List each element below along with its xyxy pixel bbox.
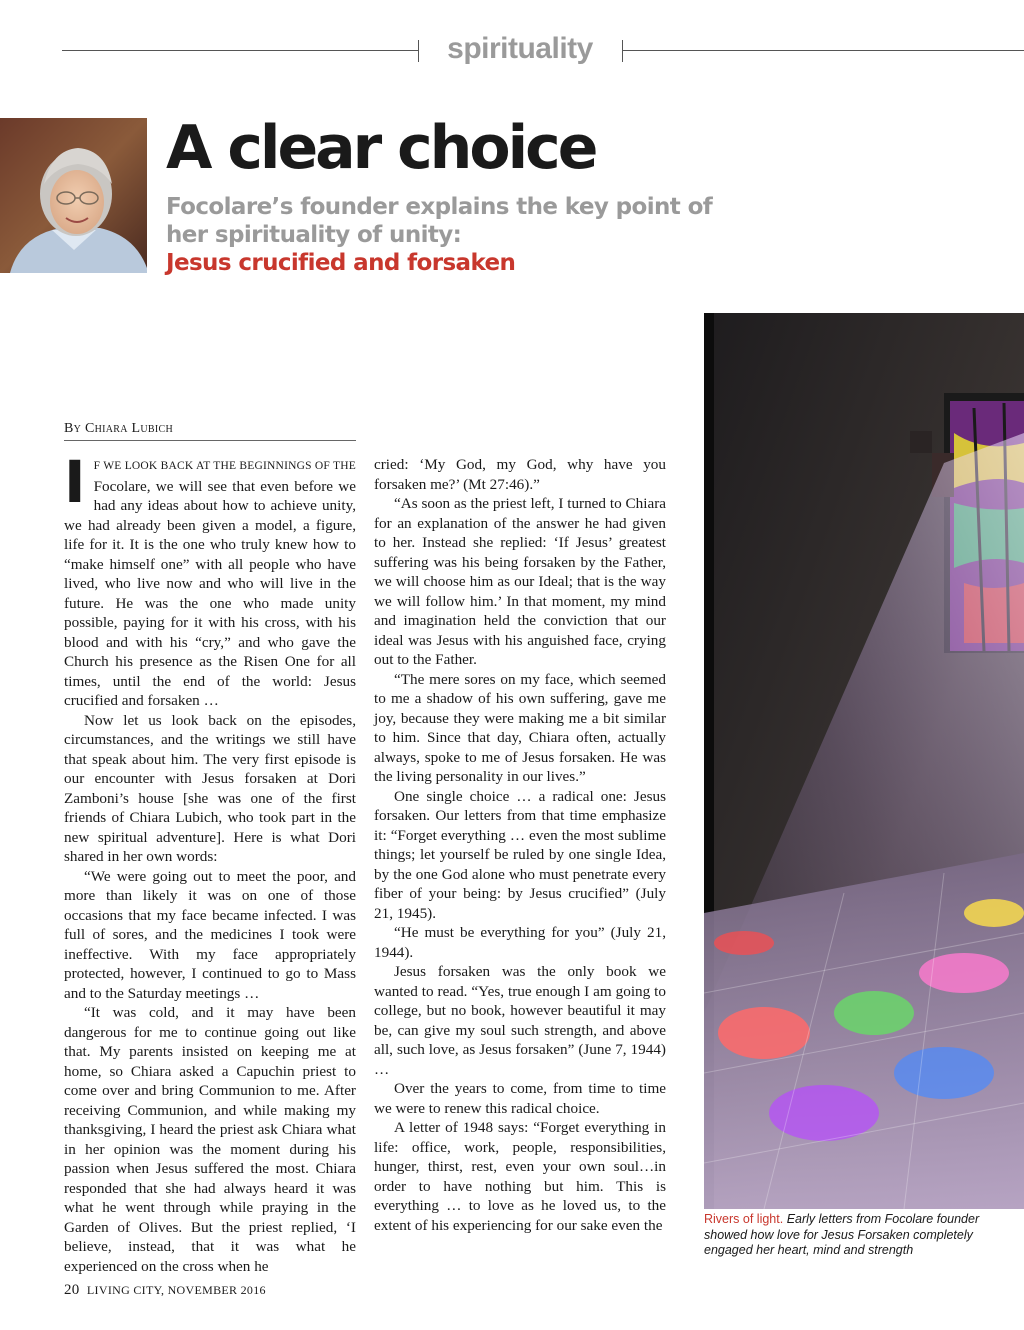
article-paragraph: “We were going out to meet the poor, and more than likely it was on one of those occasions that my face became infected. I was full of sores, and the medicines I took were ineffective. With my face appropriately protected, however, I continued to go to Mass and to the Saturday meetings … [64, 867, 356, 1002]
deck-text: Focolare’s founder explains the key point of her spirituality of unity: [166, 194, 713, 248]
section-tick-left [418, 40, 419, 62]
byline: By Chiara Lubich [64, 421, 356, 441]
article-paragraph: Over the years to come, from time to time we were to renew this radical choice. [374, 1080, 666, 1117]
deck-accent: Jesus crucified and forsaken [166, 250, 516, 276]
article-paragraph: Jesus forsaken was the only book we wanted to read. “Yes, true enough I am going to college, but no book, however beautiful it may be, can give my soul such strength, and above all, such love, as Jesus forsaken” (June 7, 1944) … [374, 963, 666, 1078]
stained-glass-photo [704, 313, 1024, 1209]
section-header [62, 32, 1024, 65]
deck [166, 193, 726, 277]
drop-cap: I [64, 448, 86, 516]
article-paragraph: One single choice … a radical one: Jesus forsaken. Our letters from that time emphasize it: “Forget everything … even the most sublime things; let yourself be ruled by one single Idea, by the one God alone who must penetrate every fiber of your being: by Jesus crucified” (July 21, 1945). [374, 787, 666, 922]
author-portrait [0, 118, 147, 273]
article-paragraph [64, 448, 356, 711]
section-tick-right [622, 40, 623, 62]
publication-line: LIVING CITY, NOVEMBER 2016 [86, 1283, 266, 1297]
headline: A clear choice [166, 113, 596, 183]
article-paragraph: “He must be everything for you” (July 21, 1944). [374, 924, 666, 961]
article-text: Focolare, we will see that even before we had any ideas about how to achieve unity, we had already been given a model, a figure, life for it. It is the one who truly knew how to “make himself one” with all people who have lived, who live now and who will live in the future. He was the one who made unity possible, paying for it with his cross, with his blood and with his “cry,” and who gave the Church his presence as the Risen One for all times, until the end of the world: Jesus crucified and forsaken … [64, 477, 356, 709]
page-number: 20 [64, 1282, 80, 1298]
photo-caption [704, 1212, 1004, 1259]
article-column-2 [374, 455, 666, 1235]
section-label: spirituality [447, 32, 593, 65]
article-paragraph: cried: ‘My God, my God, why have you forsaken me?’ (Mt 27:46).” [374, 456, 666, 493]
caption-text: Early letters from Focolare founder showed how love for Jesus Forsaken completely engaged her heart, mind and strength [704, 1212, 980, 1257]
section-rule-left [62, 50, 418, 51]
caption-title: Rivers of light. [704, 1212, 784, 1226]
article-paragraph: Now let us look back on the episodes, circumstances, and the writings we still have that speak about him. The very first episode is our encounter with Jesus forsaken at Dori Zamboni’s house [she was one of the first friends of Chiara Lubich, who took part in the new spiritual adventure]. Here is what Dori shared in her own words: [64, 711, 356, 865]
article-column-1 [64, 448, 356, 1276]
article-paragraph: A letter of 1948 says: “Forget everything in life: office, work, people, responsibilities, hunger, thirst, rest, even your own soul…in order to have nothing but him. This is everything … to love as he loved us, to the extent of his experiencing for our sake even the [374, 1119, 666, 1234]
page-footer [64, 1282, 266, 1299]
article-paragraph: “It was cold, and it may have been dangerous for me to continue going out like that. My parents insisted on keeping me at home, so Chiara asked a Capuchin priest to come over and bring Communion to me. After receiving Communion, and while making my thanksgiving, I heard the priest ask Chiara what in her opinion was the moment during his passion when Jesus suffered the most. Chiara responded that she had always heard it was what he went through while praying in the Garden of Olives. But the priest replied, ‘I believe, instead, that it was what he experienced on the cross when he [64, 1004, 356, 1275]
opening-smallcaps: F WE LOOK BACK AT THE BEGINNINGS OF THE [93, 460, 356, 472]
section-rule-right [622, 50, 1024, 51]
article-paragraph: “As soon as the priest left, I turned to Chiara for an explanation of the answer he had given to her. Instead she replied: ‘If Jesus’ greatest suffering was his being forsaken by the Father, we will choose him as our Ideal; that is the way we will follow him.’ In that moment, my mind and imagination held the conviction that our ideal was Jesus with his anguished face, crying out to the Father. [374, 495, 666, 668]
article-paragraph: “The mere sores on my face, which seemed to me a shadow of his own suffering, gave me joy, because they were making me a bit similar to him. Since that day, Chiara often, actually always, spoke to me of Jesus forsaken. He was the living personality in our lives.” [374, 670, 666, 785]
